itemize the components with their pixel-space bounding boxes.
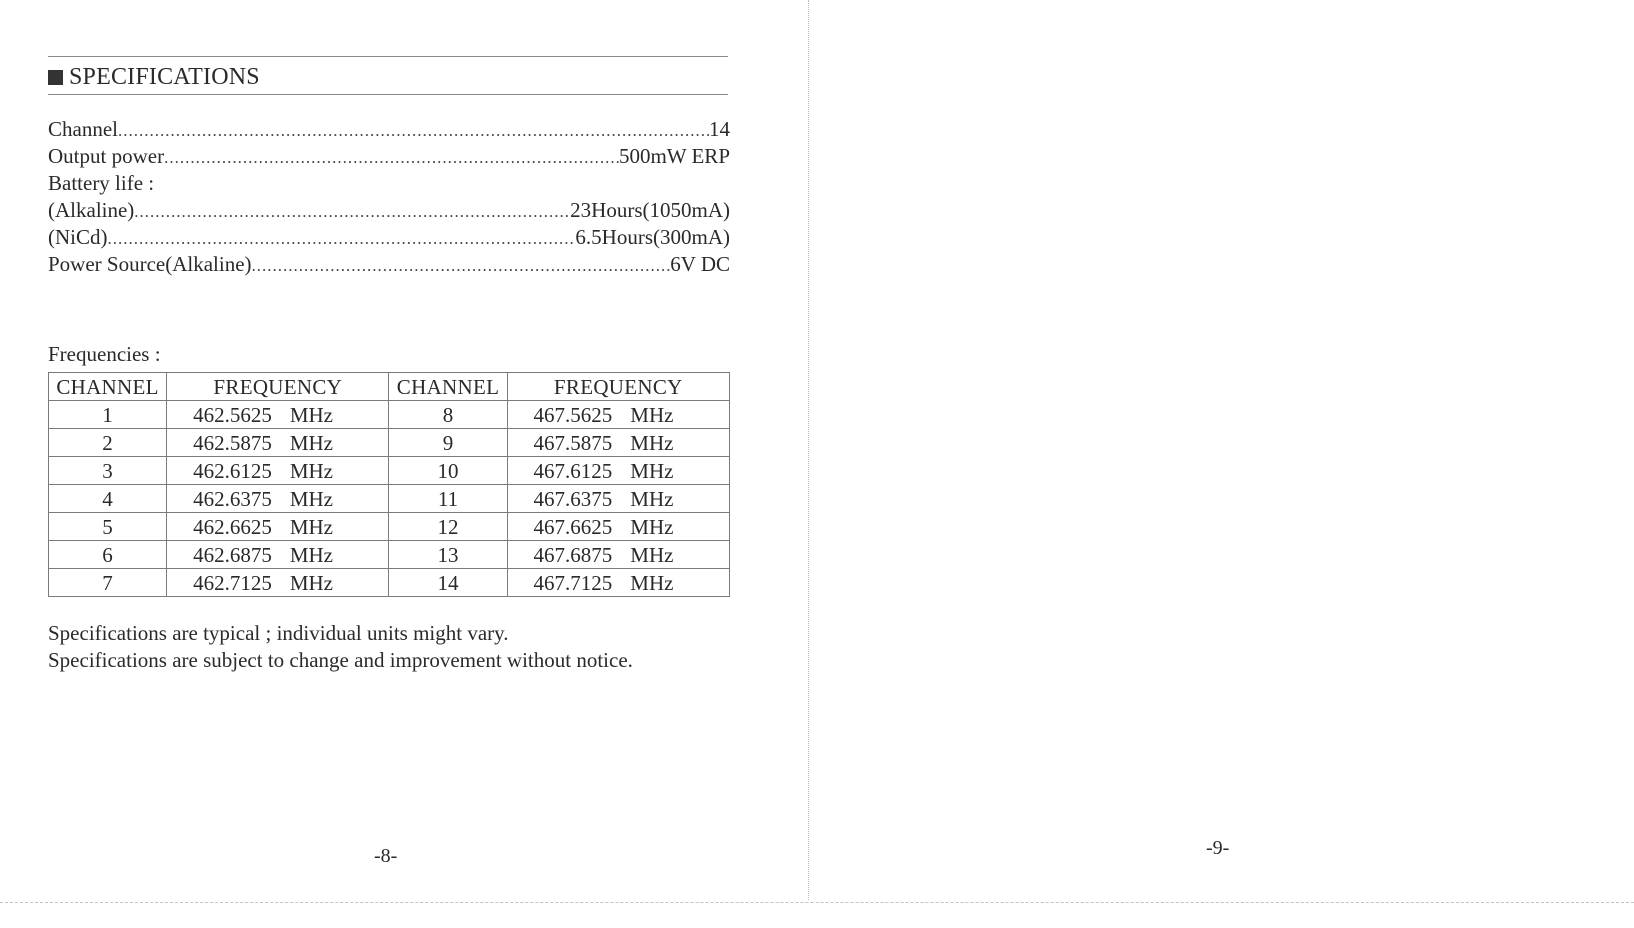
table-header-row — [49, 373, 730, 401]
frequency-cell: 467.6625 MHz — [507, 513, 729, 541]
channel-cell: 11 — [389, 485, 507, 513]
unit-label: MHz — [289, 542, 333, 567]
unit-label: MHz — [630, 514, 674, 539]
bottom-edge — [0, 902, 1634, 903]
frequency-cell: 462.5625 MHz — [167, 401, 389, 429]
header-frequency-1: FREQUENCY — [167, 373, 389, 401]
unit-label: MHz — [289, 486, 333, 511]
header-frequency-2: FREQUENCY — [507, 373, 729, 401]
unit-label: MHz — [289, 514, 333, 539]
frequency-cell: 467.6875 MHz — [507, 541, 729, 569]
frequency-cell: 462.6625 MHz — [167, 513, 389, 541]
frequency-cell: 462.7125 MHz — [167, 569, 389, 597]
unit-label: MHz — [289, 570, 333, 595]
channel-cell: 7 — [49, 569, 167, 597]
spec-output-power: Output power ..... 500mW ERP — [48, 143, 730, 170]
unit-label: MHz — [630, 542, 674, 567]
channel-cell: 1 — [49, 401, 167, 429]
heading-bottom-rule — [48, 94, 728, 95]
frequency-cell: 462.6125 MHz — [167, 457, 389, 485]
frequency-cell: 462.5875 MHz — [167, 429, 389, 457]
page-number-left: -8- — [374, 845, 398, 867]
channel-cell: 4 — [49, 485, 167, 513]
unit-label: MHz — [630, 486, 674, 511]
channel-cell: 12 — [389, 513, 507, 541]
channel-cell: 6 — [49, 541, 167, 569]
heading-top-rule — [48, 56, 728, 57]
heading-text: SPECIFICATIONS — [69, 64, 260, 90]
table-row — [49, 401, 730, 429]
spec-battery-life: Battery life : — [48, 171, 155, 195]
unit-label: MHz — [630, 570, 674, 595]
channel-cell: 3 — [49, 457, 167, 485]
frequency-cell: 462.6375 MHz — [167, 485, 389, 513]
table-row — [49, 429, 730, 457]
unit-label: MHz — [630, 402, 674, 427]
channel-cell: 13 — [389, 541, 507, 569]
unit-label: MHz — [630, 430, 674, 455]
channel-cell: 9 — [389, 429, 507, 457]
frequency-cell: 467.6125 MHz — [507, 457, 729, 485]
spec-list — [48, 116, 730, 278]
table-row — [49, 513, 730, 541]
frequencies-label: Frequencies : — [48, 342, 161, 366]
channel-cell: 5 — [49, 513, 167, 541]
table-row — [49, 541, 730, 569]
square-bullet-icon — [48, 70, 63, 85]
header-channel-2: CHANNEL — [389, 373, 507, 401]
page-number-right: -9- — [1206, 837, 1230, 859]
frequency-cell: 467.5625 MHz — [507, 401, 729, 429]
spec-nicd: (NiCd) ..... 6.5Hours(300mA) — [48, 224, 730, 251]
frequency-cell: 467.6375 MHz — [507, 485, 729, 513]
channel-cell: 2 — [49, 429, 167, 457]
channel-cell: 14 — [389, 569, 507, 597]
page-left — [0, 0, 810, 900]
unit-label: MHz — [289, 458, 333, 483]
spec-power-source: Power Source(Alkaline) ..... 6V DC — [48, 251, 730, 278]
page-right — [810, 0, 1634, 900]
note-line: Specifications are typical ; individual units might vary. — [48, 621, 509, 645]
unit-label: MHz — [630, 458, 674, 483]
section-heading — [48, 62, 260, 92]
channel-cell: 10 — [389, 457, 507, 485]
unit-label: MHz — [289, 430, 333, 455]
frequency-table — [48, 372, 730, 597]
table-row — [49, 485, 730, 513]
table-row — [49, 457, 730, 485]
spec-alkaline: (Alkaline) ..... 23Hours(1050mA) — [48, 197, 730, 224]
header-channel-1: CHANNEL — [49, 373, 167, 401]
spec-notes — [48, 620, 633, 674]
frequency-cell: 462.6875 MHz — [167, 541, 389, 569]
table-row — [49, 569, 730, 597]
channel-cell: 8 — [389, 401, 507, 429]
frequency-cell: 467.5875 MHz — [507, 429, 729, 457]
note-line: Specifications are subject to change and improvement without notice. — [48, 648, 633, 672]
unit-label: MHz — [289, 402, 333, 427]
frequency-cell: 467.7125 MHz — [507, 569, 729, 597]
spec-channel: Channel ..... 14 — [48, 116, 730, 143]
